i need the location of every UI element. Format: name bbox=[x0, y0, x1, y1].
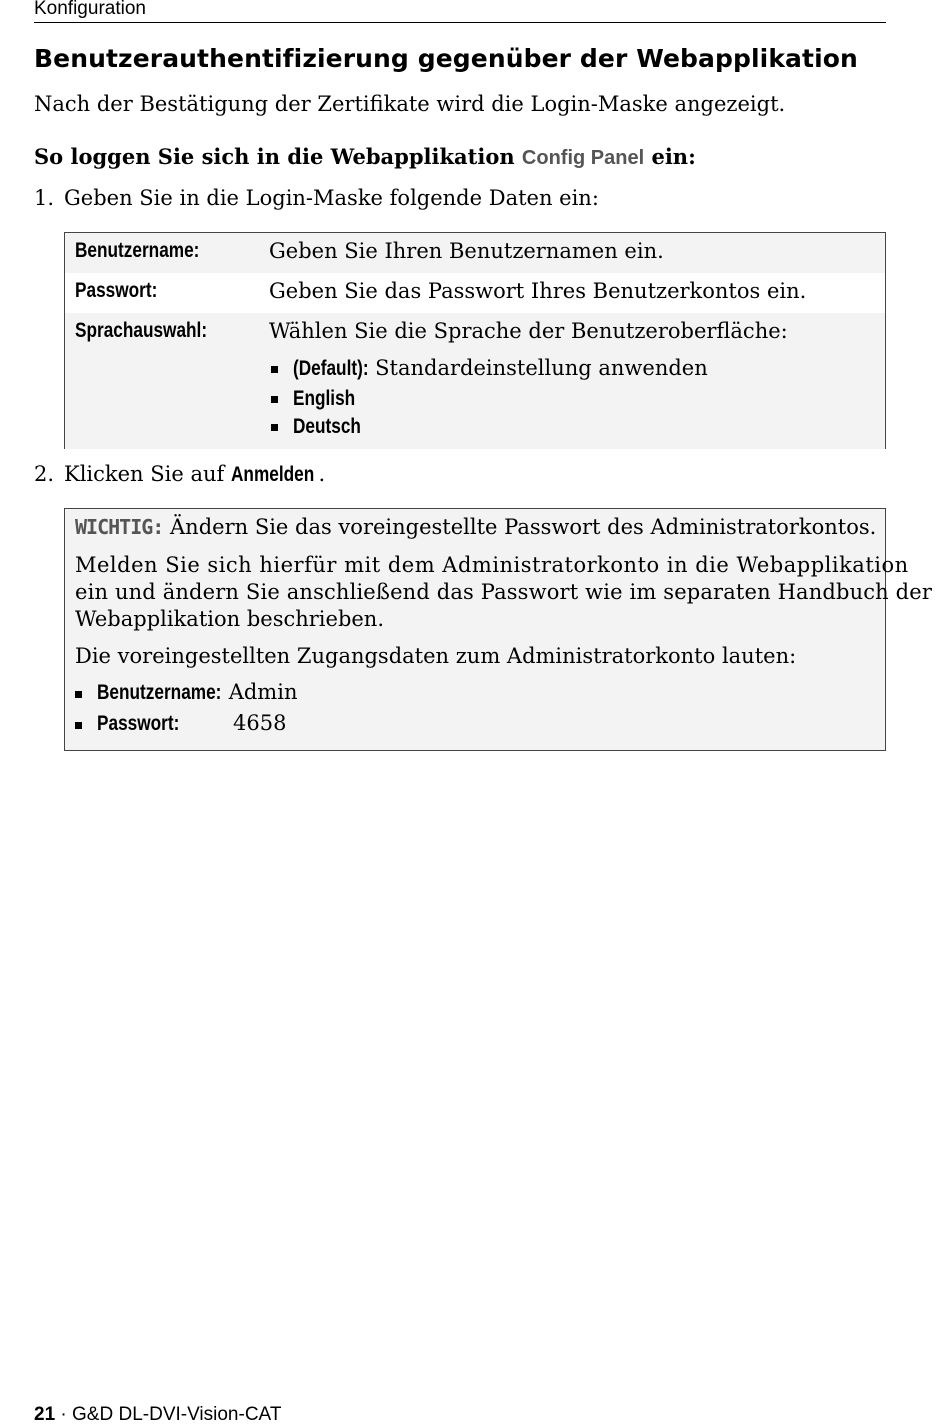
step-text: Geben Sie in die Login-Maske folgende Daten ein: bbox=[64, 186, 599, 210]
note-paragraph-line: Webapplikation beschrieben. bbox=[75, 607, 385, 631]
note-paragraph: Die voreingestellten Zugangsdaten zum Administratorkonto lauten: bbox=[75, 644, 797, 668]
language-option-default bbox=[293, 356, 708, 381]
procedure-lead-end: ein: bbox=[651, 144, 696, 169]
important-note bbox=[64, 508, 933, 751]
note-text: Ändern Sie das voreingestellte Passwort des Administratorkontos. bbox=[170, 515, 877, 539]
credential-value: 4658 bbox=[233, 711, 287, 735]
step-text: Klicken Sie auf bbox=[64, 462, 225, 486]
page-number: 21 bbox=[34, 1404, 56, 1425]
page-header bbox=[34, 0, 886, 23]
field-row-username bbox=[65, 233, 885, 273]
bullet-icon bbox=[271, 396, 278, 403]
option-label: English bbox=[293, 387, 356, 410]
field-description: Geben Sie das Passwort Ihres Benutzerkontos ein. bbox=[269, 279, 807, 303]
procedure-lead-text: So loggen Sie sich in die Webapplikation bbox=[34, 144, 515, 169]
note-line-1 bbox=[75, 515, 876, 539]
bullet-icon bbox=[271, 366, 278, 373]
login-fields-table bbox=[64, 232, 886, 449]
note-paragraph-line: ein und ändern Sie anschließend das Passwort wie im separaten Handbuch der bbox=[75, 580, 933, 604]
step-text-end: . bbox=[318, 462, 326, 486]
note-paragraph-line: Melden Sie sich hierfür mit dem Administratorkonto in die Webapplikation bbox=[75, 553, 909, 577]
credential-username bbox=[97, 680, 297, 705]
credential-label: Passwort: bbox=[97, 712, 180, 735]
bullet-icon bbox=[271, 424, 278, 431]
field-label: Benutzername: bbox=[75, 239, 200, 262]
step-number: 2. bbox=[34, 462, 55, 486]
option-label: Deutsch bbox=[293, 415, 361, 438]
field-label: Passwort: bbox=[75, 279, 158, 302]
credential-label: Benutzername: bbox=[97, 681, 222, 704]
bullet-icon bbox=[75, 722, 82, 729]
note-label: WICHTIG: bbox=[75, 515, 164, 539]
step-1 bbox=[34, 186, 599, 210]
field-description: Geben Sie Ihren Benutzernamen ein. bbox=[269, 239, 664, 263]
credential-password bbox=[97, 711, 287, 736]
footer-separator: · bbox=[55, 1404, 73, 1425]
procedure-lead bbox=[34, 144, 696, 170]
field-row-password bbox=[65, 273, 885, 313]
field-label: Sprachauswahl: bbox=[75, 319, 208, 342]
login-button-reference: Anmelden bbox=[230, 463, 315, 486]
step-2 bbox=[34, 462, 325, 487]
product-name: G&D DL-DVI-Vision-CAT bbox=[72, 1404, 282, 1425]
page-heading: Benutzerauthentifizierung gegenüber der Webapplikation bbox=[34, 44, 858, 73]
language-option-deutsch bbox=[293, 414, 376, 439]
bullet-icon bbox=[75, 691, 82, 698]
field-description: Wählen Sie die Sprache der Benutzeroberfläche: bbox=[269, 319, 788, 343]
step-number: 1. bbox=[34, 186, 55, 210]
field-row-language bbox=[65, 313, 885, 449]
page-footer bbox=[34, 1404, 281, 1426]
app-name: Config Panel bbox=[521, 147, 645, 169]
credential-value: Admin bbox=[228, 680, 298, 704]
section-title: Konfiguration bbox=[34, 0, 146, 19]
language-option-english bbox=[293, 386, 369, 411]
intro-paragraph: Nach der Bestätigung der Zertifikate wird die Login-Maske angezeigt. bbox=[34, 92, 786, 116]
option-label: (Default): bbox=[293, 357, 369, 380]
option-text: Standardeinstellung anwenden bbox=[375, 356, 708, 380]
